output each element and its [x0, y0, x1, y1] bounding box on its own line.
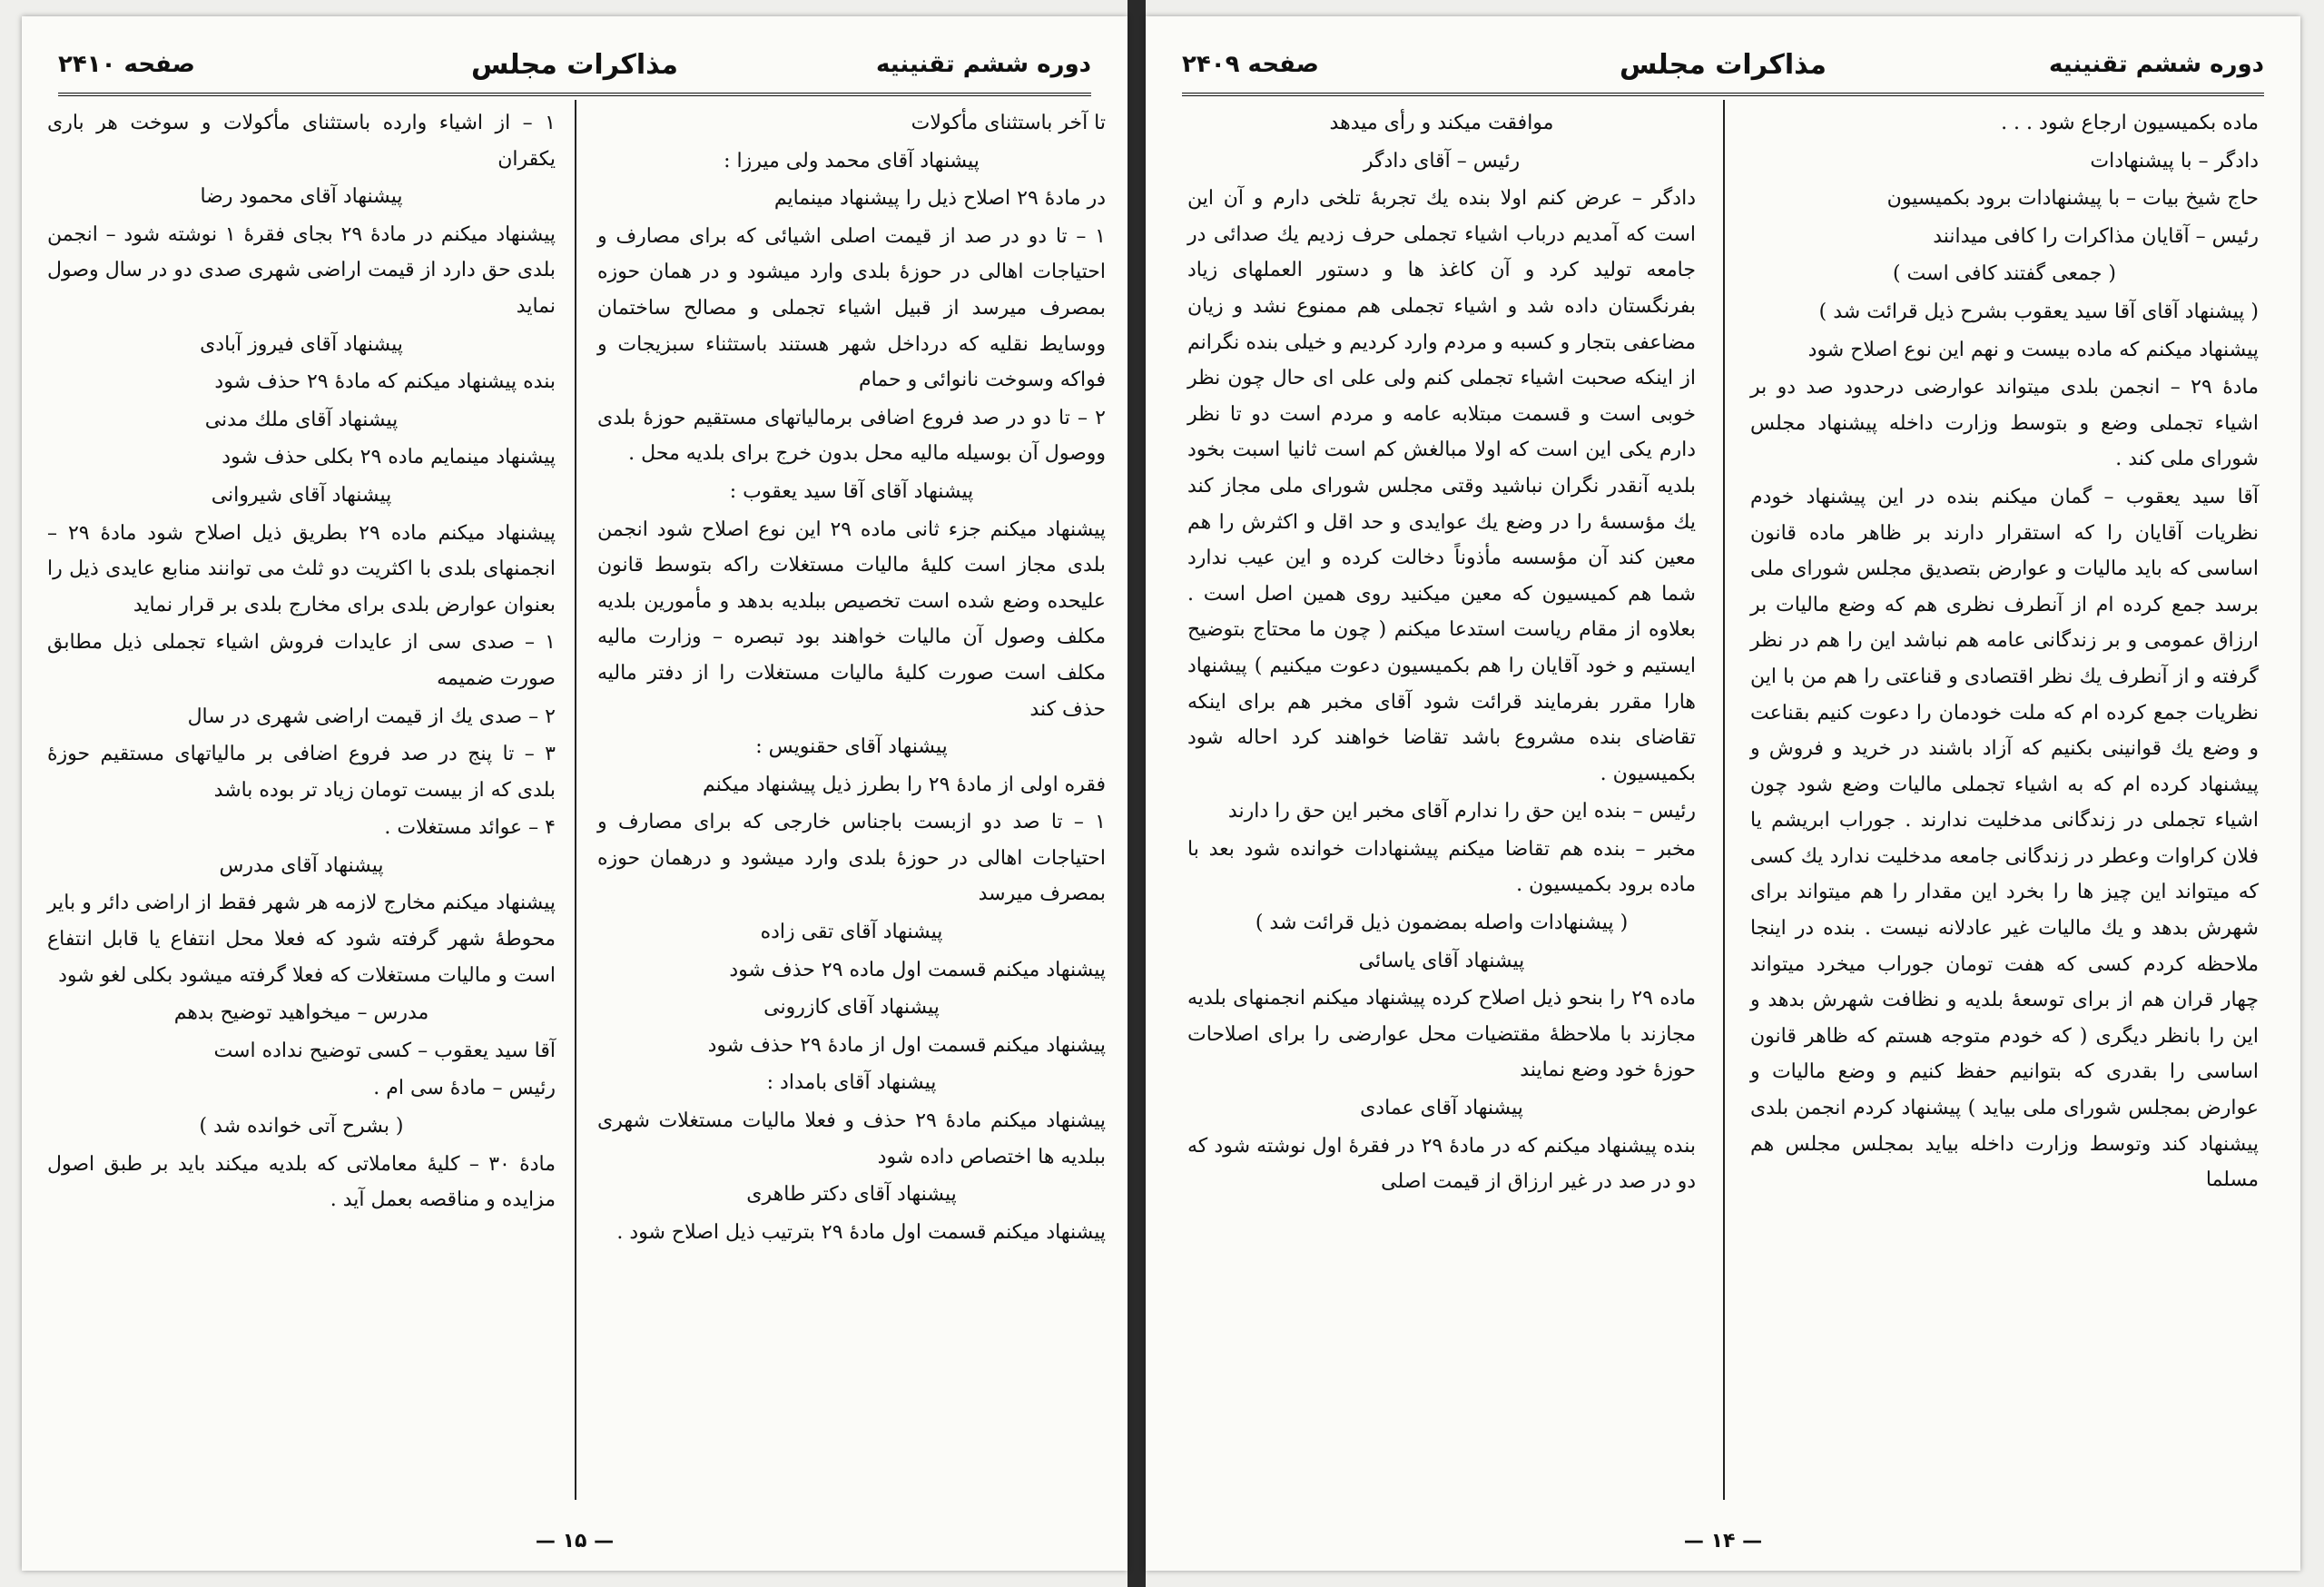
section-heading: پيشنهاد آقای ياسائی: [1358, 949, 1525, 972]
right-page-header: [1182, 42, 2264, 87]
page-footer-number: — ۱۵ —: [535, 1530, 615, 1552]
left-page-header: [58, 42, 1091, 87]
header-rule: [1182, 93, 2264, 96]
left-page: [22, 16, 1128, 1571]
text-paragraph: پيشنهاد ميكنم كه ماده بيست و نهم اين نوع اصلاح شود: [1807, 338, 2259, 361]
section-heading: پيشنهاد آقای عمادی: [1360, 1097, 1523, 1120]
column-divider: [575, 100, 576, 1500]
text-paragraph: ۱ – تا صد دو ازبست باجناس خارجی كه برای مصارف و احتياجات اهالی در حوزهٔ بلدی وارد ميشود و درهمان حوزه بمصرف ميرسد: [597, 811, 1106, 906]
section-heading: پيشنهاد آقای شيروانی: [211, 483, 392, 507]
text-paragraph: تا آخر باستثنای مأكولات: [911, 112, 1106, 134]
text-paragraph: ۱ – تا دو در صد از قيمت اصلی اشيائی كه برای مصارف و احتياجات اهالی در حوزهٔ بلدی وارد ميشود و در همان حوزه بمصرف ميرسد از قبيل اشياء تجملی و مصالح ساختمان ووسايط نقليه كه درداخل شهر هستند باستثناء سبزيجات و فواكه وسوخت نانوائی و حمام: [597, 224, 1106, 392]
session-label: دوره ششم تقنينيه: [2048, 51, 2264, 78]
section-heading: پيشنهاد آقای تقی زاده: [760, 921, 943, 944]
section-heading: ( جمعی گفتند كافی است ): [1892, 262, 2116, 286]
section-heading: پيشنهاد آقای ملك مدنی: [204, 408, 399, 431]
text-paragraph: پيشنهاد ميكنم در مادهٔ ۲۹ بجای فقرهٔ ۱ نوشته شود – انجمن بلدی حق دارد از قيمت اراضی شهری صدی دو در سال وصول نمايد: [47, 222, 556, 318]
section-heading: ( بشرح آتی خوانده شد ): [199, 1115, 404, 1138]
text-paragraph: رئيس – آقايان مذاكرات را كافی ميدانند: [1933, 224, 2259, 248]
section-heading: رئيس – آقای دادگر: [1363, 149, 1521, 172]
section-heading: پيشنهاد آقای كازرونی: [763, 996, 940, 1020]
text-paragraph: رئيس – مادهٔ سی ام .: [373, 1077, 556, 1100]
text-paragraph: بنده پيشنهاد ميكنم كه مادهٔ ۲۹ حذف شود: [214, 370, 556, 394]
left-page-right-column: [597, 105, 1106, 1252]
text-paragraph: ۲ – تا دو در صد فروع اضافی برمالياتهای مستقيم حوزهٔ بلدی ووصول آن بوسيله ماليه محل بدون خرج برای بلديه محل .: [597, 406, 1106, 466]
running-title: مذاكرات مجلس: [1619, 48, 1827, 81]
text-paragraph: پيشنهاد ميكنم مخارج لازمه هر شهر فقط از اراضی دائر و باير محوطهٔ شهر گرفته شود كه فعلا محل انتفاع يا قابل انتفاع است و ماليات مستغلات كه فعلا گرفته ميشود بكلی لغو شود: [47, 892, 556, 987]
text-paragraph: پيشنهاد مينمايم ماده ۲۹ بكلی حذف شود: [222, 446, 556, 469]
column-divider: [1723, 100, 1725, 1500]
page-number-label: صفحه ۲۴۰۹: [1182, 51, 1319, 78]
page-number-label: صفحه ۲۴۱۰: [58, 51, 195, 78]
header-rule: [58, 93, 1091, 96]
text-paragraph: ۱ – صدی سی از عايدات فروش اشياء تجملی ذيل مطابق صورت ضميمه: [47, 631, 556, 690]
section-heading: پيشنهاد آقای دكتر طاهری: [746, 1183, 957, 1207]
section-heading: پيشنهاد آقای آقا سيد يعقوب :: [729, 479, 974, 503]
section-heading: پيشنهاد آقای بامداد :: [766, 1071, 937, 1095]
text-paragraph: ۳ – تا پنج در صد فروع اضافی بر مالياتهای مستقيم حوزهٔ بلدی كه از بيست تومان زياد تر بوده باشد: [47, 743, 556, 802]
left-page-left-column: [47, 105, 556, 1220]
section-heading: پيشنهاد آقای محمد ولی ميرزا :: [724, 149, 980, 172]
running-title: مذاكرات مجلس: [470, 48, 679, 81]
text-paragraph: ( پيشنهاد آقای آقا سيد يعقوب بشرح ذيل قرائت شد ): [1818, 300, 2259, 323]
text-paragraph: پيشنهاد ميكنم قسمت اول مادهٔ ۲۹ بترتيب ذيل اصلاح شود .: [616, 1220, 1106, 1244]
section-heading: پيشنهاد آقای مدرس: [219, 853, 384, 877]
text-paragraph: مخبر – بنده هم تقاضا ميكنم پيشنهادات خوانده شود بعد با ماده برود بكميسيون .: [1187, 837, 1696, 897]
text-paragraph: ۲ – صدی يك از قيمت اراضی شهری در سال: [187, 705, 556, 728]
section-heading: پيشنهاد آقای محمود رضا: [200, 185, 403, 209]
right-page-left-column: [1187, 105, 1696, 1202]
right-page: [1146, 16, 2300, 1571]
section-heading: پيشنهاد آقای حقنويس :: [755, 735, 948, 759]
text-paragraph: حاج شيخ بيات – با پيشنهادات برود بكميسيون: [1886, 187, 2259, 211]
text-paragraph: مادهٔ ۲۹ – انجمن بلدی ميتواند عوارضی درحدود صد دو بر اشياء تجملی وضع و بتوسط وزارت داخله پيشنهاد مجلس شورای ملی كند .: [1750, 376, 2260, 471]
text-paragraph: بنده پيشنهاد ميكنم كه در مادهٔ ۲۹ در فقرهٔ اول نوشته شود كه دو در صد در غير ارزاق از قيمت اصلی: [1187, 1134, 1696, 1194]
right-page-right-column: [1750, 105, 2259, 1200]
section-heading: پيشنهاد آقای فيروز آبادی: [200, 332, 403, 356]
session-label: دوره ششم تقنينيه: [875, 51, 1091, 78]
text-paragraph: پيشنهاد ميكنم مادهٔ ۲۹ حذف و فعلا ماليات مستغلات شهری ببلديه ها اختصاص داده شود: [597, 1109, 1107, 1168]
text-paragraph: پيشنهاد ميكنم قسمت اول از مادهٔ ۲۹ حذف شود: [707, 1033, 1106, 1057]
text-paragraph: فقره اولی از مادهٔ ۲۹ را بطرز ذيل پيشنهاد ميكنم: [703, 773, 1106, 796]
text-paragraph: ماده ۲۹ را بنحو ذيل اصلاح كرده پيشنهاد ميكنم انجمنهای بلديه مجازند با ملاحظهٔ مقتضيات محل عوارضی را برای اصلاحات حوزهٔ خود وضع نمايند: [1187, 987, 1696, 1082]
text-paragraph: پيشنهاد ميكنم جزء ثانی ماده ۲۹ اين نوع اصلاح شود انجمن بلدی مجاز است كليهٔ ماليات مستغلات راكه بتوسط قانون عليحده وضع شده است تخصيص ببلديه بدهد و مأمورين بلديه مكلف وصول آن ماليات خواهند بود تبصره – وزارت ماليه مكلف است صورت كليهٔ ماليات مستغلات را از دفتر ماليه حذف كند: [597, 518, 1106, 721]
text-paragraph: پيشنهاد ميكنم قسمت اول ماده ۲۹ حذف شود: [729, 958, 1106, 981]
section-heading: ( پيشنهادات واصله بمضمون ذيل قرائت شد ): [1255, 912, 1629, 935]
section-heading: مدرس – ميخواهيد توضيح بدهم: [173, 1001, 429, 1025]
text-paragraph: ۴ – عوائد مستغلات .: [384, 816, 556, 840]
text-paragraph: ماده بكميسيون ارجاع شود . . .: [2001, 112, 2259, 134]
text-paragraph: رئيس – بنده اين حق را ندارم آقای مخبر اين حق را دارند: [1227, 800, 1696, 823]
text-paragraph: آقا سيد يعقوب – كسی توضيح نداده است: [213, 1039, 556, 1062]
text-paragraph: پيشنهاد ميكنم ماده ۲۹ بطريق ذيل اصلاح شود مادهٔ ۲۹ – انجمنهای بلدی با اكثريت دو ثلث می توانند منابع عايدی ذيل را بعنوان عوارض بلدی برای مخارج بلدی بر قرار نمايد: [47, 521, 556, 616]
text-paragraph: ۱ – از اشياء وارده باستثنای مأكولات و سوخت هر باری يكقران: [47, 112, 556, 171]
text-paragraph: دادگر – با پيشنهادات: [2090, 149, 2259, 172]
text-paragraph: مادهٔ ۳۰ – كليهٔ معاملاتی كه بلديه ميكند بايد بر طبق اصول مزايده و مناقصه بعمل آيد .: [47, 1152, 556, 1212]
page-footer-number: — ۱۴ —: [1683, 1530, 1763, 1552]
book-gutter: [1128, 0, 1146, 1587]
text-paragraph: دادگر – عرض كنم اولا بنده يك تجربهٔ تلخی دارم و آن اين است كه آمديم درباب اشياء تجملی حرف زديم يك صدائی در جامعه توليد كرد و آن كاغذ ها و دستور العملهای زياد بفرنگستان داده شد و اشياء تجملی هم ممنوع نشد و زيان مضاعفی بتجار و كسبه و مردم وارد كرديم و خيلی بنده نگرانم از اينكه صحبت اشياء تجملی كنم ولی علی ای حال چون نظر خوبی است و قسمت مبتلابه عامه و مردم است دو تا نظر دارم يكی اين است كه اولا مبالغش كم است ثانيا اسبت بخود بلديه آنقدر نگران نباشيد وقتی مجلس شورای ملی مجاز كند يك مؤسسهٔ را در وضع يك عوايدی و حد اقل و اكثرش را هم معين كند آن مؤسسه مأذوناً دخالت كرده و اين عيب ندارد شما هم كميسيون كه معين ميكنيد روی همين اصل است . بعلاوه از مقام رياست استدعا ميكنم ( چون ما محتاج بتوضيح ايستيم و خود آقايان را هم بكميسيون دعوت ميكنيم ) پيشنهاد هارا مقرر بفرمايند قرائت شود آقای مخبر هم برای اينكه تقاضای بنده مشروع باشد تقاضا خواهند كرد احاله شود بكميسيون .: [1187, 187, 1697, 785]
text-paragraph: در مادهٔ ۲۹ اصلاح ذيل را پيشنهاد مينمايم: [773, 187, 1106, 211]
section-heading: موافقت ميكند و رأی ميدهد: [1329, 112, 1554, 134]
text-paragraph: آقا سيد يعقوب – گمان ميكنم بنده در اين پيشنهاد خودم نظريات آقايان را كه استقرار دارند بر ظاهر ماده قانون اساسی كه بايد ماليات و عوارض بتصديق مجلس شورای ملی برسد جمع كرده ام از آنطرف نظری هم كه وضع ماليات بر ارزاق عمومی و بر زندگانی عامه هم نباشد اين را هم در نظر گرفته و از آنطرف يك نظر اقتصادی و قناعتی را هم من با اين نظريات جمع كرده ام كه ملت خودمان را دعوت كنيم بقناعت و وضع يك قوانينی بكنيم كه آزاد باشند در خريد و فروش و پيشنهاد كرده ام كه به اشياء تجملی ماليات وضع شود چون اشياء تجملی در زندگانی مدخليت ندارند . جوراب ابريشم يا فلان كراوات وعطر در زندگانی جامعه مدخليت ندارد يك كسی كه ميتواند اين چيز ها را بخرد اين مقدار را هم ميتواند برای شهرش بدهد و يك ماليات غير عادلانه نيست . بنده در اينجا ملاحظه كردم كسی كه هفت تومان جوراب ميخرد ميتواند چهار قران هم از برای توسعهٔ بلديه و نظافت شهرش بدهد و اين را بانظر ديگری ( كه خودم متوجه هستم كه ظاهر قانون اساسی را بقدری كه بتوانيم حفظ كنيم و وضع ماليات و عوارض بمجلس شورای ملی بيايد ) پيشنهاد كردم انجمن بلدی پيشنهاد كند وتوسط وزارت داخله بيايد بمجلس مجلس هم مسلما: [1750, 485, 2259, 1192]
